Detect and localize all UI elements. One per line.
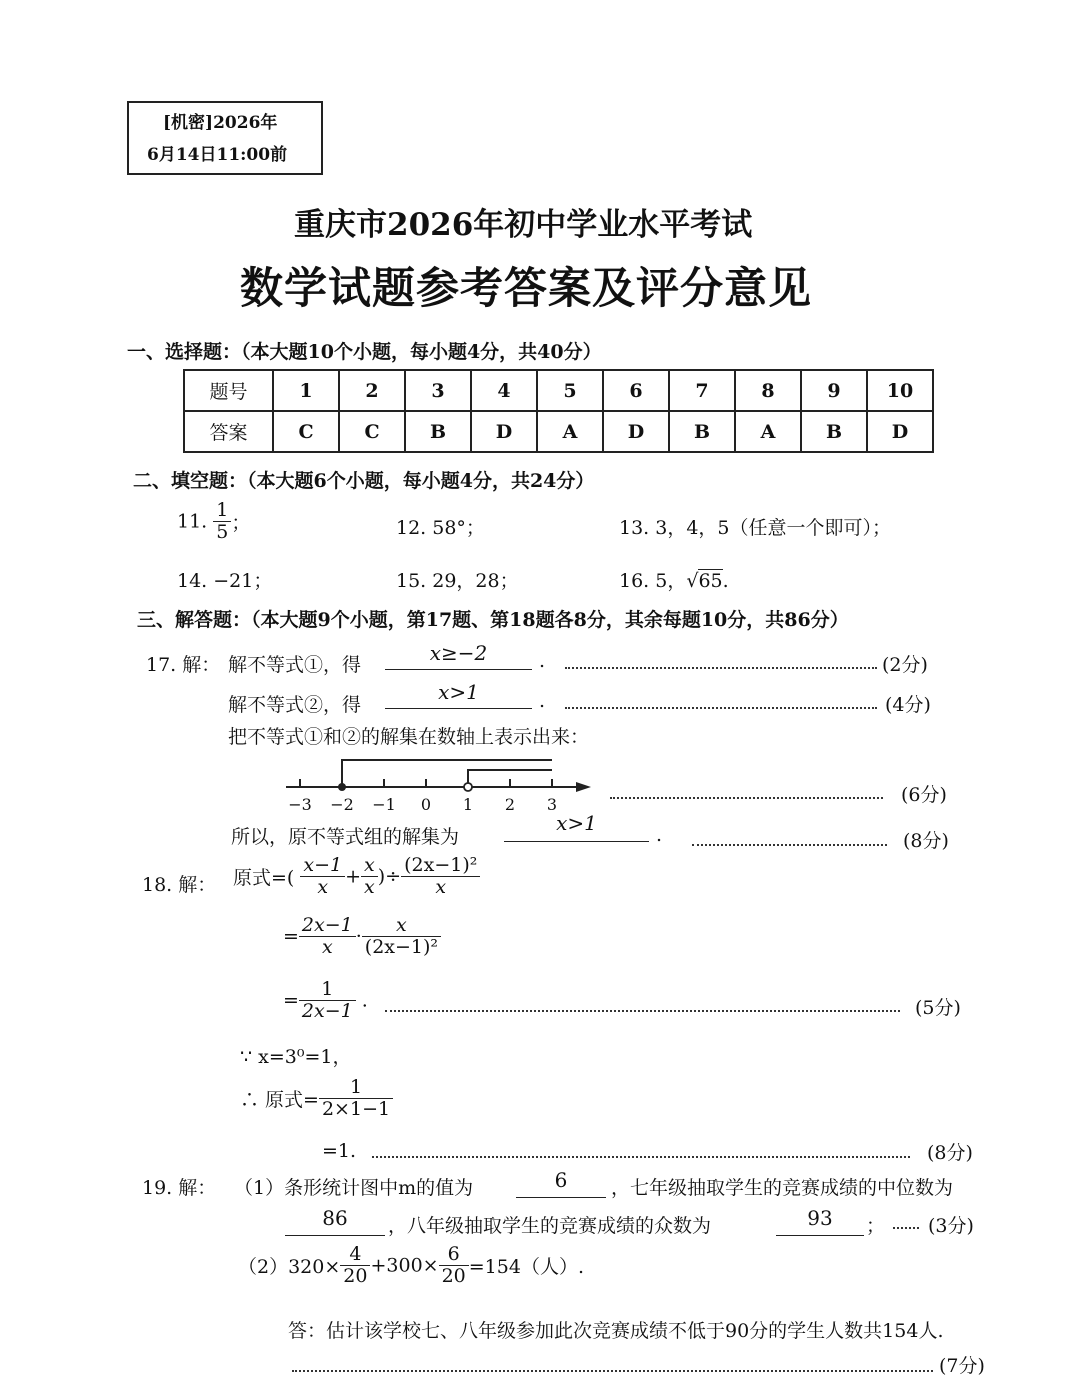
confidential-line2: 6月14日11:00前: [147, 145, 288, 165]
numerator: x−1: [300, 855, 345, 877]
plus: +: [345, 865, 362, 888]
fraction: [300, 855, 345, 898]
denominator: x: [435, 875, 447, 898]
period: .: [539, 650, 546, 672]
q18-final: =1.: [322, 1140, 357, 1162]
table-cell: A: [735, 411, 801, 452]
fraction: [362, 915, 441, 958]
q19-blank2: 86: [285, 1206, 385, 1236]
q18-line2: [283, 915, 441, 958]
tick-label: 2: [504, 795, 516, 814]
confidential-line1: [机密]2026年: [163, 113, 278, 133]
fraction: [361, 855, 378, 898]
numerator: x: [362, 915, 441, 937]
denominator: (2x−1)²: [364, 935, 439, 958]
denominator: 20: [343, 1264, 368, 1287]
q11-tail: ；: [231, 511, 251, 534]
q19-score1: (3分): [928, 1215, 974, 1237]
period: .: [539, 690, 546, 712]
dot-leader: [385, 1010, 900, 1012]
table-cell: 9: [801, 370, 867, 411]
table-cell: A: [537, 411, 603, 452]
section2-heading: 二、填空题：（本大题6个小题，每小题4分，共24分）: [133, 470, 595, 492]
tick-label: 3: [546, 795, 558, 814]
q16-tail: .: [722, 570, 729, 592]
q17-line2-text: 解不等式②，得: [228, 694, 362, 716]
tick-label: −3: [288, 795, 312, 814]
table-cell: B: [405, 411, 471, 452]
q19-p2-a: （2）320×: [238, 1255, 341, 1278]
dot-leader: [565, 707, 877, 709]
denominator: x: [317, 875, 329, 898]
table-cell: 1: [273, 370, 339, 411]
q11-fraction: [213, 500, 231, 543]
q19-p1-b: ，七年级抽取学生的竞赛成绩的中位数为: [611, 1177, 954, 1199]
denominator: x: [364, 875, 375, 898]
table-cell: B: [669, 411, 735, 452]
tick-label: −1: [372, 795, 396, 814]
numerator: 1: [299, 979, 356, 1001]
q12-answer: 12. 58°；: [396, 517, 485, 539]
dot-leader: [692, 844, 887, 846]
fraction: [340, 1244, 370, 1287]
q11-answer: [177, 500, 250, 543]
fraction: [439, 1244, 469, 1287]
q17-score2: (4分): [885, 694, 931, 716]
period: .: [355, 989, 368, 1012]
dot-leader: [565, 667, 877, 669]
equals: =: [283, 925, 299, 948]
numerator: 6: [439, 1244, 469, 1266]
denominator: 2×1−1: [321, 1097, 391, 1120]
q18-because: ∵ x=3⁰=1，: [240, 1046, 352, 1068]
q11-numerator: 1: [213, 500, 231, 522]
solution-bracket-1: [342, 760, 552, 787]
fraction: [319, 1077, 393, 1120]
tick-label: 0: [420, 795, 432, 814]
q11-label: 11.: [177, 510, 208, 533]
numerator: (2x−1)²: [401, 855, 480, 877]
confidential-box: [127, 101, 323, 175]
table-cell: 8: [735, 370, 801, 411]
denominator: 2x−1: [301, 999, 353, 1022]
q19-p1-d: ；: [866, 1215, 886, 1237]
numerator: 4: [340, 1244, 370, 1266]
q19-p2-c: =154（人）.: [468, 1255, 584, 1278]
tick-label: −2: [330, 795, 354, 814]
section1-heading: 一、选择题：（本大题10个小题，每小题4分，共40分）: [127, 341, 602, 363]
q19-score2: (7分): [939, 1355, 985, 1377]
answer-table: [183, 369, 934, 453]
table-row-answers: [184, 411, 933, 452]
q15-answer: 15. 29，28；: [396, 570, 519, 592]
tick-label: 1: [462, 795, 474, 814]
dot-leader: [893, 1227, 919, 1229]
exam-title: 重庆市2026年初中学业水平考试: [294, 207, 753, 243]
q11-denominator: 5: [216, 520, 229, 543]
table-cell: C: [273, 411, 339, 452]
period: .: [656, 824, 663, 846]
q19-answer: 答：估计该学校七、八年级参加此次竞赛成绩不低于90分的学生人数共154人.: [288, 1320, 944, 1342]
table-cell: C: [339, 411, 405, 452]
q19-p2: [238, 1244, 584, 1287]
number-line: [280, 752, 600, 816]
dot-leader: [372, 1156, 910, 1158]
axis-arrow-icon: [576, 782, 591, 792]
q18-orig: 原式=(: [233, 866, 295, 889]
q19-p1-c: ，八年级抽取学生的竞赛成绩的众数为: [388, 1215, 712, 1237]
q13-answer: 13. 3，4，5（任意一个即可）；: [619, 517, 892, 539]
q18-score2: (8分): [927, 1142, 973, 1164]
open-point: [464, 783, 472, 791]
numerator: x: [361, 855, 378, 877]
table-cell: D: [471, 411, 537, 452]
q18-label: 18. 解：: [142, 874, 217, 896]
denominator: 20: [441, 1264, 466, 1287]
q19-blank3: 93: [776, 1206, 864, 1236]
q19-p1-a: （1）条形统计图中m的值为: [234, 1177, 474, 1199]
q19-label: 19. 解：: [142, 1177, 217, 1199]
q17-line1-text: 解不等式①，得: [228, 654, 362, 676]
q18-score1: (5分): [915, 997, 961, 1019]
table-cell: B: [801, 411, 867, 452]
table-cell: 5: [537, 370, 603, 411]
dot-leader: [610, 797, 883, 799]
numerator: 1: [319, 1077, 393, 1099]
table-cell: D: [603, 411, 669, 452]
table-cell: 10: [867, 370, 933, 411]
closed-point: [338, 783, 346, 791]
q17-line3-text: 把不等式①和②的解集在数轴上表示出来：: [228, 726, 590, 748]
q17-blank1: x≥−2: [385, 641, 532, 670]
q17-blank3: x>1: [504, 811, 649, 842]
q17-blank2: x>1: [385, 680, 532, 709]
dot-operator: ·: [355, 925, 362, 948]
row-label-answer: 答案: [184, 411, 273, 452]
q16-radicand: 65: [698, 570, 723, 592]
table-cell: 3: [405, 370, 471, 411]
table-row-numbers: [184, 370, 933, 411]
table-cell: 7: [669, 370, 735, 411]
table-cell: 4: [471, 370, 537, 411]
numerator: 2x−1: [299, 915, 356, 937]
fraction: [401, 855, 480, 898]
denominator: x: [321, 935, 333, 958]
dot-leader: [292, 1370, 933, 1372]
q17-score3: (6分): [901, 784, 947, 806]
sqrt-icon: √: [686, 570, 699, 592]
q16-answer: [619, 566, 729, 593]
fraction: [299, 979, 356, 1022]
table-cell: 2: [339, 370, 405, 411]
q19-p2-b: +300×: [370, 1254, 439, 1277]
q17-score4: (8分): [903, 830, 949, 852]
q16-prefix: 16. 5，: [619, 570, 687, 592]
document-title: 数学试题参考答案及评分意见: [240, 264, 812, 314]
q14-answer: 14. −21；: [177, 570, 273, 592]
q18-therefore: ∴ 原式=: [240, 1088, 319, 1111]
q18-line1: [233, 855, 480, 898]
q17-line4-text: 所以，原不等式组的解集为: [231, 826, 460, 848]
q18-therefore-line: [240, 1077, 393, 1120]
q18-line3: [283, 979, 368, 1022]
row-label-number: 题号: [184, 370, 273, 411]
q17-score1: (2分): [882, 654, 928, 676]
equals: =: [283, 989, 299, 1012]
section3-heading: 三、解答题：（本大题9个小题，第17题、第18题各8分，其余每题10分，共86分）: [137, 609, 849, 631]
table-cell: D: [867, 411, 933, 452]
fraction: [299, 915, 356, 958]
q17-label: 17. 解：: [146, 654, 221, 676]
table-cell: 6: [603, 370, 669, 411]
q19-blank1: 6: [516, 1168, 606, 1198]
divide: )÷: [377, 865, 402, 888]
